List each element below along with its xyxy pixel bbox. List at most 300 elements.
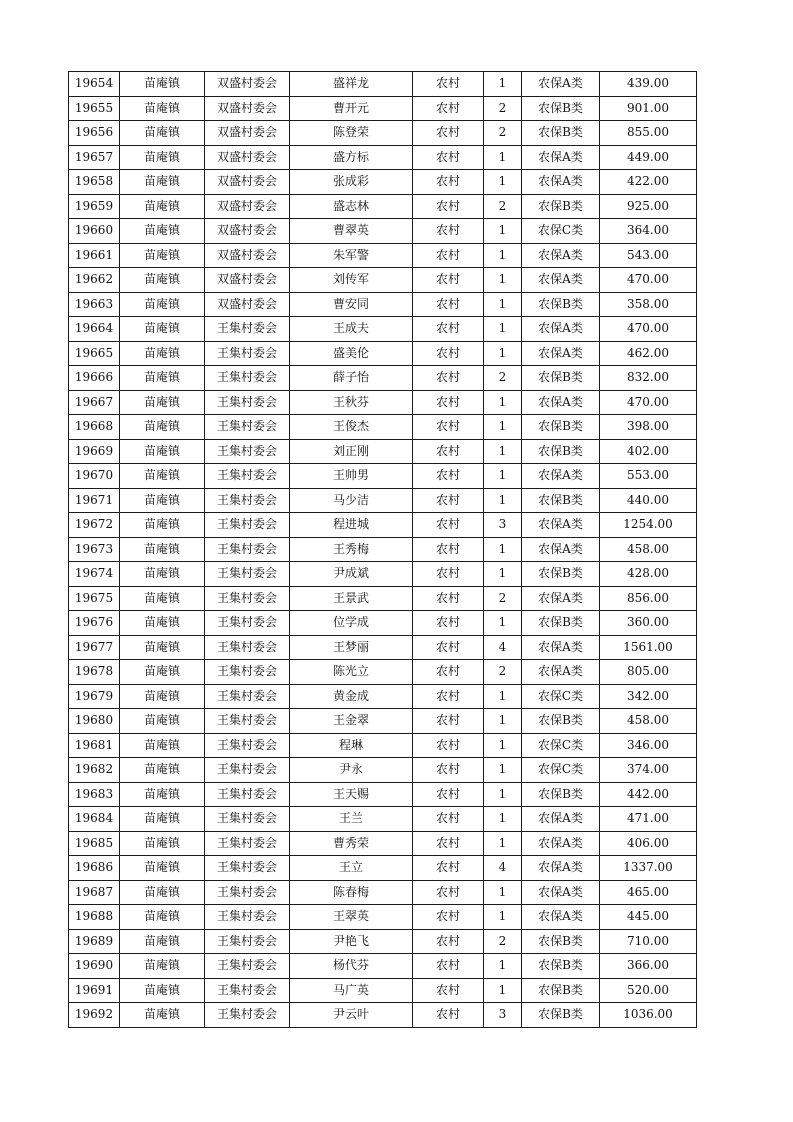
table-row bbox=[69, 390, 697, 415]
table-row bbox=[69, 709, 697, 734]
cell-type: 农村 bbox=[413, 96, 484, 121]
cell-category: 农保A类 bbox=[522, 341, 600, 366]
cell-amount: 428.00 bbox=[600, 562, 697, 587]
cell-category: 农保A类 bbox=[522, 660, 600, 685]
cell-count: 2 bbox=[484, 366, 522, 391]
table-row bbox=[69, 366, 697, 391]
cell-village: 王集村委会 bbox=[205, 978, 290, 1003]
cell-type: 农村 bbox=[413, 292, 484, 317]
cell-type: 农村 bbox=[413, 145, 484, 170]
cell-town: 苗庵镇 bbox=[120, 390, 205, 415]
table-row bbox=[69, 170, 697, 195]
cell-type: 农村 bbox=[413, 954, 484, 979]
cell-village: 双盛村委会 bbox=[205, 170, 290, 195]
cell-id: 19676 bbox=[69, 611, 120, 636]
cell-name: 王俊杰 bbox=[290, 415, 413, 440]
cell-type: 农村 bbox=[413, 268, 484, 293]
cell-amount: 470.00 bbox=[600, 390, 697, 415]
cell-type: 农村 bbox=[413, 562, 484, 587]
cell-id: 19680 bbox=[69, 709, 120, 734]
cell-type: 农村 bbox=[413, 243, 484, 268]
cell-type: 农村 bbox=[413, 121, 484, 146]
cell-village: 王集村委会 bbox=[205, 831, 290, 856]
cell-name: 王翠英 bbox=[290, 905, 413, 930]
cell-amount: 402.00 bbox=[600, 439, 697, 464]
cell-id: 19657 bbox=[69, 145, 120, 170]
table-row bbox=[69, 684, 697, 709]
cell-type: 农村 bbox=[413, 831, 484, 856]
table-row bbox=[69, 464, 697, 489]
cell-id: 19675 bbox=[69, 586, 120, 611]
cell-count: 1 bbox=[484, 709, 522, 734]
table-row bbox=[69, 905, 697, 930]
cell-category: 农保A类 bbox=[522, 72, 600, 97]
cell-town: 苗庵镇 bbox=[120, 464, 205, 489]
cell-name: 盛方标 bbox=[290, 145, 413, 170]
cell-type: 农村 bbox=[413, 782, 484, 807]
cell-name: 曹翠英 bbox=[290, 219, 413, 244]
cell-id: 19677 bbox=[69, 635, 120, 660]
cell-name: 马少洁 bbox=[290, 488, 413, 513]
cell-name: 王金翠 bbox=[290, 709, 413, 734]
cell-amount: 832.00 bbox=[600, 366, 697, 391]
cell-count: 1 bbox=[484, 562, 522, 587]
cell-category: 农保B类 bbox=[522, 611, 600, 636]
cell-id: 19684 bbox=[69, 807, 120, 832]
cell-count: 1 bbox=[484, 684, 522, 709]
cell-amount: 360.00 bbox=[600, 611, 697, 636]
table-row bbox=[69, 954, 697, 979]
cell-category: 农保C类 bbox=[522, 733, 600, 758]
cell-count: 1 bbox=[484, 219, 522, 244]
cell-town: 苗庵镇 bbox=[120, 929, 205, 954]
cell-category: 农保C类 bbox=[522, 219, 600, 244]
cell-name: 王帅男 bbox=[290, 464, 413, 489]
cell-id: 19678 bbox=[69, 660, 120, 685]
table-row bbox=[69, 807, 697, 832]
cell-id: 19672 bbox=[69, 513, 120, 538]
table-row bbox=[69, 660, 697, 685]
cell-village: 王集村委会 bbox=[205, 733, 290, 758]
cell-type: 农村 bbox=[413, 488, 484, 513]
cell-type: 农村 bbox=[413, 170, 484, 195]
cell-category: 农保A类 bbox=[522, 807, 600, 832]
cell-town: 苗庵镇 bbox=[120, 415, 205, 440]
cell-category: 农保B类 bbox=[522, 96, 600, 121]
cell-village: 王集村委会 bbox=[205, 439, 290, 464]
cell-category: 农保B类 bbox=[522, 366, 600, 391]
cell-amount: 470.00 bbox=[600, 268, 697, 293]
table-row bbox=[69, 635, 697, 660]
cell-amount: 471.00 bbox=[600, 807, 697, 832]
cell-category: 农保B类 bbox=[522, 415, 600, 440]
cell-amount: 1561.00 bbox=[600, 635, 697, 660]
table-row bbox=[69, 488, 697, 513]
cell-amount: 520.00 bbox=[600, 978, 697, 1003]
cell-id: 19655 bbox=[69, 96, 120, 121]
cell-id: 19683 bbox=[69, 782, 120, 807]
cell-count: 2 bbox=[484, 194, 522, 219]
cell-type: 农村 bbox=[413, 660, 484, 685]
cell-id: 19682 bbox=[69, 758, 120, 783]
cell-amount: 855.00 bbox=[600, 121, 697, 146]
cell-amount: 366.00 bbox=[600, 954, 697, 979]
cell-name: 杨代芬 bbox=[290, 954, 413, 979]
table-row bbox=[69, 513, 697, 538]
cell-village: 双盛村委会 bbox=[205, 243, 290, 268]
cell-amount: 856.00 bbox=[600, 586, 697, 611]
cell-category: 农保B类 bbox=[522, 929, 600, 954]
cell-name: 薛子怡 bbox=[290, 366, 413, 391]
cell-count: 2 bbox=[484, 929, 522, 954]
cell-amount: 358.00 bbox=[600, 292, 697, 317]
cell-name: 位学成 bbox=[290, 611, 413, 636]
cell-town: 苗庵镇 bbox=[120, 709, 205, 734]
cell-amount: 465.00 bbox=[600, 880, 697, 905]
cell-town: 苗庵镇 bbox=[120, 684, 205, 709]
cell-town: 苗庵镇 bbox=[120, 439, 205, 464]
cell-category: 农保A类 bbox=[522, 586, 600, 611]
cell-category: 农保A类 bbox=[522, 243, 600, 268]
cell-town: 苗庵镇 bbox=[120, 1003, 205, 1028]
cell-name: 陈春梅 bbox=[290, 880, 413, 905]
cell-count: 2 bbox=[484, 96, 522, 121]
cell-name: 王兰 bbox=[290, 807, 413, 832]
cell-village: 双盛村委会 bbox=[205, 194, 290, 219]
cell-id: 19658 bbox=[69, 170, 120, 195]
cell-village: 双盛村委会 bbox=[205, 145, 290, 170]
cell-id: 19685 bbox=[69, 831, 120, 856]
table-row bbox=[69, 415, 697, 440]
cell-village: 王集村委会 bbox=[205, 807, 290, 832]
cell-amount: 445.00 bbox=[600, 905, 697, 930]
cell-count: 1 bbox=[484, 954, 522, 979]
cell-category: 农保A类 bbox=[522, 513, 600, 538]
cell-type: 农村 bbox=[413, 341, 484, 366]
cell-count: 1 bbox=[484, 145, 522, 170]
table-row bbox=[69, 758, 697, 783]
cell-amount: 374.00 bbox=[600, 758, 697, 783]
cell-village: 王集村委会 bbox=[205, 611, 290, 636]
cell-id: 19687 bbox=[69, 880, 120, 905]
table-row bbox=[69, 72, 697, 97]
cell-town: 苗庵镇 bbox=[120, 243, 205, 268]
cell-town: 苗庵镇 bbox=[120, 635, 205, 660]
cell-town: 苗庵镇 bbox=[120, 72, 205, 97]
cell-category: 农保A类 bbox=[522, 635, 600, 660]
cell-village: 王集村委会 bbox=[205, 709, 290, 734]
cell-type: 农村 bbox=[413, 856, 484, 881]
cell-village: 王集村委会 bbox=[205, 635, 290, 660]
cell-village: 王集村委会 bbox=[205, 929, 290, 954]
cell-category: 农保A类 bbox=[522, 880, 600, 905]
cell-count: 2 bbox=[484, 586, 522, 611]
cell-type: 农村 bbox=[413, 439, 484, 464]
cell-type: 农村 bbox=[413, 905, 484, 930]
cell-amount: 364.00 bbox=[600, 219, 697, 244]
cell-count: 1 bbox=[484, 415, 522, 440]
cell-count: 1 bbox=[484, 807, 522, 832]
cell-type: 农村 bbox=[413, 978, 484, 1003]
cell-count: 1 bbox=[484, 390, 522, 415]
cell-village: 王集村委会 bbox=[205, 1003, 290, 1028]
cell-town: 苗庵镇 bbox=[120, 513, 205, 538]
cell-amount: 805.00 bbox=[600, 660, 697, 685]
cell-name: 尹云叶 bbox=[290, 1003, 413, 1028]
cell-amount: 422.00 bbox=[600, 170, 697, 195]
cell-town: 苗庵镇 bbox=[120, 488, 205, 513]
cell-town: 苗庵镇 bbox=[120, 268, 205, 293]
cell-category: 农保B类 bbox=[522, 562, 600, 587]
cell-name: 王景武 bbox=[290, 586, 413, 611]
cell-category: 农保A类 bbox=[522, 170, 600, 195]
table-row bbox=[69, 96, 697, 121]
cell-name: 曹开元 bbox=[290, 96, 413, 121]
cell-count: 1 bbox=[484, 292, 522, 317]
cell-town: 苗庵镇 bbox=[120, 611, 205, 636]
table-row bbox=[69, 856, 697, 881]
cell-count: 1 bbox=[484, 464, 522, 489]
cell-count: 4 bbox=[484, 856, 522, 881]
cell-id: 19673 bbox=[69, 537, 120, 562]
cell-count: 1 bbox=[484, 439, 522, 464]
cell-name: 曹安同 bbox=[290, 292, 413, 317]
cell-village: 王集村委会 bbox=[205, 880, 290, 905]
cell-category: 农保B类 bbox=[522, 954, 600, 979]
cell-type: 农村 bbox=[413, 586, 484, 611]
cell-type: 农村 bbox=[413, 366, 484, 391]
cell-town: 苗庵镇 bbox=[120, 562, 205, 587]
cell-count: 1 bbox=[484, 978, 522, 1003]
cell-name: 陈光立 bbox=[290, 660, 413, 685]
cell-count: 1 bbox=[484, 488, 522, 513]
cell-village: 双盛村委会 bbox=[205, 268, 290, 293]
cell-id: 19662 bbox=[69, 268, 120, 293]
cell-id: 19663 bbox=[69, 292, 120, 317]
cell-count: 3 bbox=[484, 513, 522, 538]
cell-id: 19691 bbox=[69, 978, 120, 1003]
cell-category: 农保B类 bbox=[522, 194, 600, 219]
cell-id: 19669 bbox=[69, 439, 120, 464]
cell-town: 苗庵镇 bbox=[120, 660, 205, 685]
cell-name: 程琳 bbox=[290, 733, 413, 758]
cell-id: 19660 bbox=[69, 219, 120, 244]
cell-amount: 439.00 bbox=[600, 72, 697, 97]
cell-name: 陈登荣 bbox=[290, 121, 413, 146]
cell-count: 1 bbox=[484, 317, 522, 342]
cell-village: 王集村委会 bbox=[205, 905, 290, 930]
cell-village: 王集村委会 bbox=[205, 317, 290, 342]
cell-village: 王集村委会 bbox=[205, 537, 290, 562]
cell-village: 双盛村委会 bbox=[205, 219, 290, 244]
cell-count: 2 bbox=[484, 121, 522, 146]
cell-id: 19664 bbox=[69, 317, 120, 342]
cell-village: 王集村委会 bbox=[205, 758, 290, 783]
cell-id: 19656 bbox=[69, 121, 120, 146]
cell-id: 19661 bbox=[69, 243, 120, 268]
table-row bbox=[69, 537, 697, 562]
cell-count: 1 bbox=[484, 758, 522, 783]
cell-town: 苗庵镇 bbox=[120, 733, 205, 758]
table-row bbox=[69, 1003, 697, 1028]
cell-name: 程进城 bbox=[290, 513, 413, 538]
cell-amount: 462.00 bbox=[600, 341, 697, 366]
cell-type: 农村 bbox=[413, 758, 484, 783]
cell-category: 农保B类 bbox=[522, 782, 600, 807]
cell-amount: 440.00 bbox=[600, 488, 697, 513]
cell-category: 农保A类 bbox=[522, 905, 600, 930]
cell-category: 农保B类 bbox=[522, 292, 600, 317]
cell-id: 19686 bbox=[69, 856, 120, 881]
cell-amount: 553.00 bbox=[600, 464, 697, 489]
cell-name: 马广英 bbox=[290, 978, 413, 1003]
cell-type: 农村 bbox=[413, 317, 484, 342]
cell-name: 盛志林 bbox=[290, 194, 413, 219]
table-row bbox=[69, 317, 697, 342]
cell-id: 19670 bbox=[69, 464, 120, 489]
cell-amount: 710.00 bbox=[600, 929, 697, 954]
cell-category: 农保A类 bbox=[522, 831, 600, 856]
table-row bbox=[69, 611, 697, 636]
cell-count: 1 bbox=[484, 72, 522, 97]
cell-town: 苗庵镇 bbox=[120, 954, 205, 979]
cell-village: 王集村委会 bbox=[205, 513, 290, 538]
cell-name: 王梦丽 bbox=[290, 635, 413, 660]
cell-town: 苗庵镇 bbox=[120, 366, 205, 391]
cell-village: 王集村委会 bbox=[205, 954, 290, 979]
table-row bbox=[69, 292, 697, 317]
cell-type: 农村 bbox=[413, 684, 484, 709]
cell-count: 4 bbox=[484, 635, 522, 660]
cell-category: 农保B类 bbox=[522, 709, 600, 734]
table-row bbox=[69, 219, 697, 244]
cell-category: 农保B类 bbox=[522, 439, 600, 464]
cell-town: 苗庵镇 bbox=[120, 96, 205, 121]
cell-type: 农村 bbox=[413, 709, 484, 734]
cell-town: 苗庵镇 bbox=[120, 219, 205, 244]
cell-village: 双盛村委会 bbox=[205, 96, 290, 121]
cell-town: 苗庵镇 bbox=[120, 194, 205, 219]
cell-amount: 543.00 bbox=[600, 243, 697, 268]
cell-id: 19681 bbox=[69, 733, 120, 758]
cell-category: 农保B类 bbox=[522, 121, 600, 146]
cell-village: 王集村委会 bbox=[205, 390, 290, 415]
cell-name: 王秋芬 bbox=[290, 390, 413, 415]
cell-village: 王集村委会 bbox=[205, 660, 290, 685]
cell-village: 王集村委会 bbox=[205, 415, 290, 440]
table-row bbox=[69, 145, 697, 170]
cell-category: 农保A类 bbox=[522, 317, 600, 342]
cell-count: 1 bbox=[484, 243, 522, 268]
cell-town: 苗庵镇 bbox=[120, 292, 205, 317]
cell-id: 19692 bbox=[69, 1003, 120, 1028]
cell-amount: 458.00 bbox=[600, 709, 697, 734]
cell-count: 1 bbox=[484, 341, 522, 366]
table-row bbox=[69, 586, 697, 611]
cell-type: 农村 bbox=[413, 807, 484, 832]
cell-id: 19654 bbox=[69, 72, 120, 97]
cell-id: 19671 bbox=[69, 488, 120, 513]
cell-category: 农保A类 bbox=[522, 464, 600, 489]
cell-village: 王集村委会 bbox=[205, 488, 290, 513]
cell-id: 19666 bbox=[69, 366, 120, 391]
cell-category: 农保A类 bbox=[522, 268, 600, 293]
cell-count: 1 bbox=[484, 268, 522, 293]
cell-count: 1 bbox=[484, 170, 522, 195]
cell-type: 农村 bbox=[413, 611, 484, 636]
cell-amount: 398.00 bbox=[600, 415, 697, 440]
cell-category: 农保A类 bbox=[522, 390, 600, 415]
cell-village: 双盛村委会 bbox=[205, 292, 290, 317]
cell-category: 农保C类 bbox=[522, 684, 600, 709]
cell-count: 1 bbox=[484, 831, 522, 856]
cell-amount: 1036.00 bbox=[600, 1003, 697, 1028]
cell-id: 19690 bbox=[69, 954, 120, 979]
cell-town: 苗庵镇 bbox=[120, 586, 205, 611]
cell-count: 1 bbox=[484, 782, 522, 807]
cell-type: 农村 bbox=[413, 390, 484, 415]
cell-amount: 406.00 bbox=[600, 831, 697, 856]
cell-category: 农保A类 bbox=[522, 856, 600, 881]
cell-town: 苗庵镇 bbox=[120, 807, 205, 832]
cell-town: 苗庵镇 bbox=[120, 856, 205, 881]
table-row bbox=[69, 733, 697, 758]
cell-name: 尹永 bbox=[290, 758, 413, 783]
cell-town: 苗庵镇 bbox=[120, 758, 205, 783]
cell-category: 农保B类 bbox=[522, 488, 600, 513]
cell-town: 苗庵镇 bbox=[120, 317, 205, 342]
cell-count: 1 bbox=[484, 733, 522, 758]
table-row bbox=[69, 121, 697, 146]
cell-village: 双盛村委会 bbox=[205, 72, 290, 97]
table-row bbox=[69, 562, 697, 587]
cell-id: 19679 bbox=[69, 684, 120, 709]
cell-type: 农村 bbox=[413, 513, 484, 538]
cell-name: 盛美伦 bbox=[290, 341, 413, 366]
cell-village: 王集村委会 bbox=[205, 341, 290, 366]
cell-village: 王集村委会 bbox=[205, 782, 290, 807]
cell-category: 农保A类 bbox=[522, 537, 600, 562]
cell-count: 2 bbox=[484, 660, 522, 685]
cell-type: 农村 bbox=[413, 194, 484, 219]
table-row bbox=[69, 243, 697, 268]
cell-amount: 346.00 bbox=[600, 733, 697, 758]
cell-town: 苗庵镇 bbox=[120, 782, 205, 807]
table-row bbox=[69, 978, 697, 1003]
cell-category: 农保B类 bbox=[522, 1003, 600, 1028]
cell-type: 农村 bbox=[413, 72, 484, 97]
cell-amount: 901.00 bbox=[600, 96, 697, 121]
cell-count: 1 bbox=[484, 537, 522, 562]
cell-type: 农村 bbox=[413, 1003, 484, 1028]
cell-name: 王立 bbox=[290, 856, 413, 881]
cell-type: 农村 bbox=[413, 219, 484, 244]
cell-amount: 470.00 bbox=[600, 317, 697, 342]
cell-type: 农村 bbox=[413, 880, 484, 905]
table-row bbox=[69, 880, 697, 905]
cell-category: 农保A类 bbox=[522, 145, 600, 170]
cell-category: 农保B类 bbox=[522, 978, 600, 1003]
table-row bbox=[69, 194, 697, 219]
cell-id: 19688 bbox=[69, 905, 120, 930]
cell-name: 刘正刚 bbox=[290, 439, 413, 464]
cell-id: 19674 bbox=[69, 562, 120, 587]
cell-town: 苗庵镇 bbox=[120, 905, 205, 930]
cell-name: 朱军警 bbox=[290, 243, 413, 268]
cell-town: 苗庵镇 bbox=[120, 145, 205, 170]
cell-amount: 449.00 bbox=[600, 145, 697, 170]
cell-amount: 1337.00 bbox=[600, 856, 697, 881]
